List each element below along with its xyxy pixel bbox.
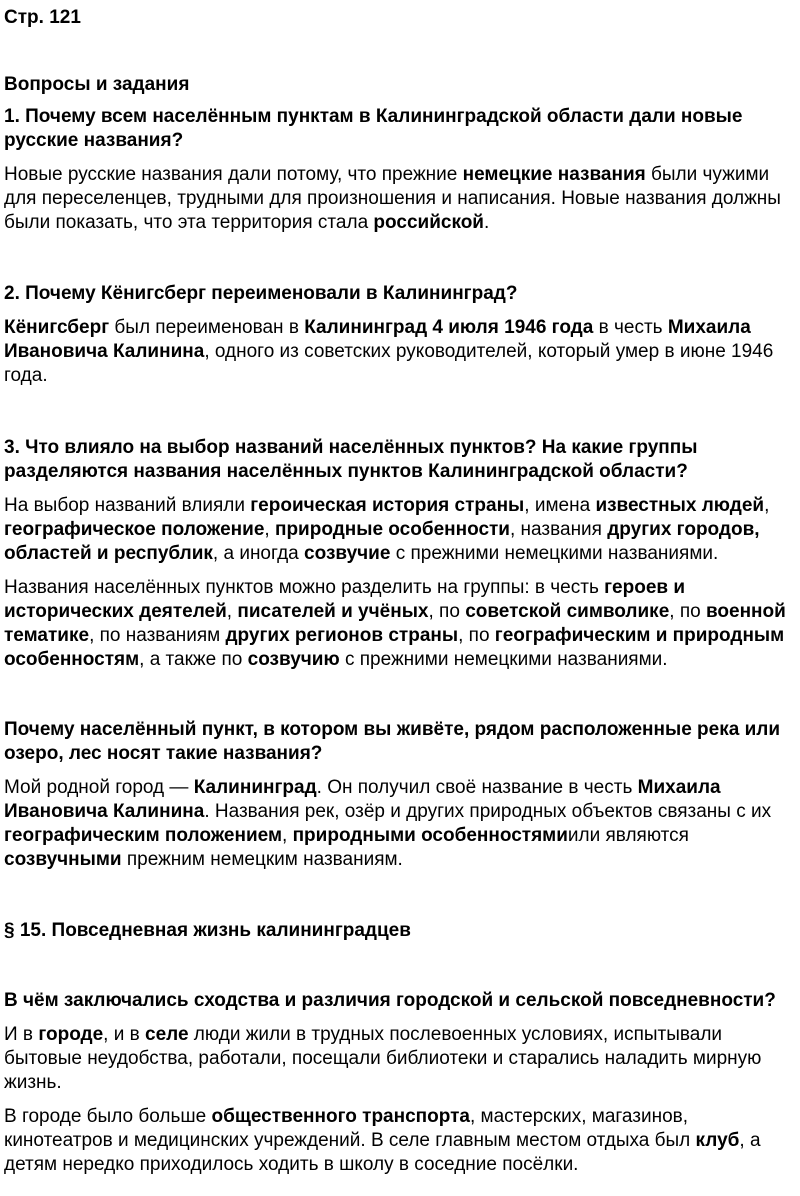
text-run: И в — [4, 1024, 39, 1045]
bold-text-run: географическим положением — [4, 825, 283, 846]
text-run: или являются — [567, 825, 689, 846]
bold-text-run: других регионов страны — [225, 625, 459, 646]
page-number: Стр. 121 — [4, 7, 81, 28]
text-run: , по названиям — [89, 625, 226, 646]
text-run: был переименован в — [109, 317, 305, 338]
text-run: . Он получил своё название в честь — [316, 777, 638, 798]
text-run: , по — [458, 625, 495, 646]
qa-block-2 — [4, 282, 794, 388]
qa-block-4 — [4, 718, 794, 872]
bold-text-run: общественного транспорта — [211, 1106, 470, 1127]
bold-text-run: селе — [145, 1024, 189, 1045]
answer-1-1 — [4, 163, 794, 235]
bold-text-run: Калининград 4 июля 1946 года — [304, 317, 594, 338]
text-run: . Названия рек, озёр и других природных объектов связаны с их — [204, 801, 772, 822]
section-label: Вопросы и задания — [4, 74, 190, 95]
text-run: , названия — [510, 519, 608, 540]
text-run: , мастерских, магазинов, кинотеатров и медицинских учреждений. В селе главным местом отдыха был — [4, 1106, 696, 1151]
text-run: с прежними немецкими названиями. — [339, 649, 668, 670]
bold-text-run: российской — [373, 212, 484, 233]
text-run: люди жили в трудных послевоенных условиях, испытывали бытовые неудобства, работали, посещали библиотеки и старались наладить мирную жизнь. — [4, 1024, 762, 1093]
qa-block-3 — [4, 436, 794, 672]
paragraph-heading: § 15. Повседневная жизнь калининградцев — [4, 920, 411, 941]
text-run: , — [764, 495, 770, 516]
text-run: , а также по — [139, 649, 248, 670]
bold-text-run: Михаила Ивановича Калинина — [4, 777, 721, 822]
text-run: , по — [428, 601, 466, 622]
bold-text-run: писателей и учёных — [237, 601, 429, 622]
qa-block-1 — [4, 105, 794, 235]
bold-text-run: известных людей — [595, 495, 765, 516]
answer-3-1 — [4, 494, 794, 566]
text-run: Названия населённых пунктов можно разделить на группы: в честь — [4, 577, 605, 598]
answer-5-2 — [4, 1105, 794, 1177]
question-2: 2. Почему Кёнигсберг переименовали в Калининград? — [4, 283, 518, 304]
bold-text-run: Кёнигсберг — [4, 317, 110, 338]
qa-block-5 — [4, 989, 794, 1177]
text-run: Новые русские названия дали потому, что прежние — [4, 164, 463, 185]
text-run: , и в — [103, 1024, 145, 1045]
text-run: На выбор названий влияли — [4, 495, 251, 516]
text-run: , — [264, 519, 275, 540]
answer-2-1 — [4, 316, 794, 388]
bold-text-run: клуб — [695, 1130, 740, 1151]
question-5: В чём заключались сходства и различия городской и сельской повседневности? — [4, 990, 776, 1011]
bold-text-run: Калининград — [193, 777, 317, 798]
bold-text-run: военной тематике — [4, 601, 786, 646]
text-run: . — [484, 212, 490, 233]
text-run: , одного из советских руководителей, который умер в июне 1946 года. — [4, 341, 774, 386]
bold-text-run: географическим и природным особенностям — [4, 625, 785, 670]
answer-5-1 — [4, 1023, 794, 1095]
bold-text-run: созвучию — [247, 649, 340, 670]
text-run: , — [226, 601, 238, 622]
bold-text-run: природные особенности — [274, 519, 510, 540]
text-run: , а детям нередко приходилось ходить в школу в соседние посёлки. — [4, 1130, 761, 1175]
text-run: , а иногда — [212, 543, 305, 564]
text-run: , по — [669, 601, 706, 622]
text-run: прежним немецким названиям. — [121, 849, 403, 870]
answer-4-1 — [4, 776, 794, 872]
question-4: Почему населённый пункт, в котором вы живёте, рядом расположенные река или озеро, лес носят такие названия? — [4, 719, 781, 764]
text-run: с прежними немецкими названиями. — [390, 543, 719, 564]
bold-text-run: немецкие названия — [462, 164, 646, 185]
question-1: 1. Почему всем населённым пунктам в Калининградской области дали новые русские названия? — [4, 106, 743, 151]
bold-text-run: географическое положение — [4, 519, 265, 540]
text-run: В городе было больше — [4, 1106, 212, 1127]
bold-text-run: городе — [38, 1024, 104, 1045]
answer-3-2 — [4, 576, 794, 672]
bold-text-run: созвучие — [304, 543, 391, 564]
bold-text-run: созвучными — [4, 849, 122, 870]
text-run: , — [282, 825, 293, 846]
bold-text-run: героическая история страны — [250, 495, 525, 516]
text-run: Мой родной город — — [4, 777, 194, 798]
bold-text-run: Михаила Ивановича Калинина — [4, 317, 751, 362]
text-run: были чужими для переселенцев, трудными для произношения и написания. Новые названия должны были показать, что эта территория стала — [4, 164, 781, 233]
bold-text-run: советской символике — [465, 601, 670, 622]
text-run: в честь — [593, 317, 668, 338]
bold-text-run: природными особенностями — [292, 825, 568, 846]
bold-text-run: героев и исторических деятелей — [4, 577, 686, 622]
text-run: , имена — [524, 495, 596, 516]
question-3: 3. Что влияло на выбор названий населённых пунктов? На какие группы разделяются названия населённых пунктов Калининградской области? — [4, 437, 698, 482]
bold-text-run: других городов, областей и республик — [4, 519, 760, 564]
